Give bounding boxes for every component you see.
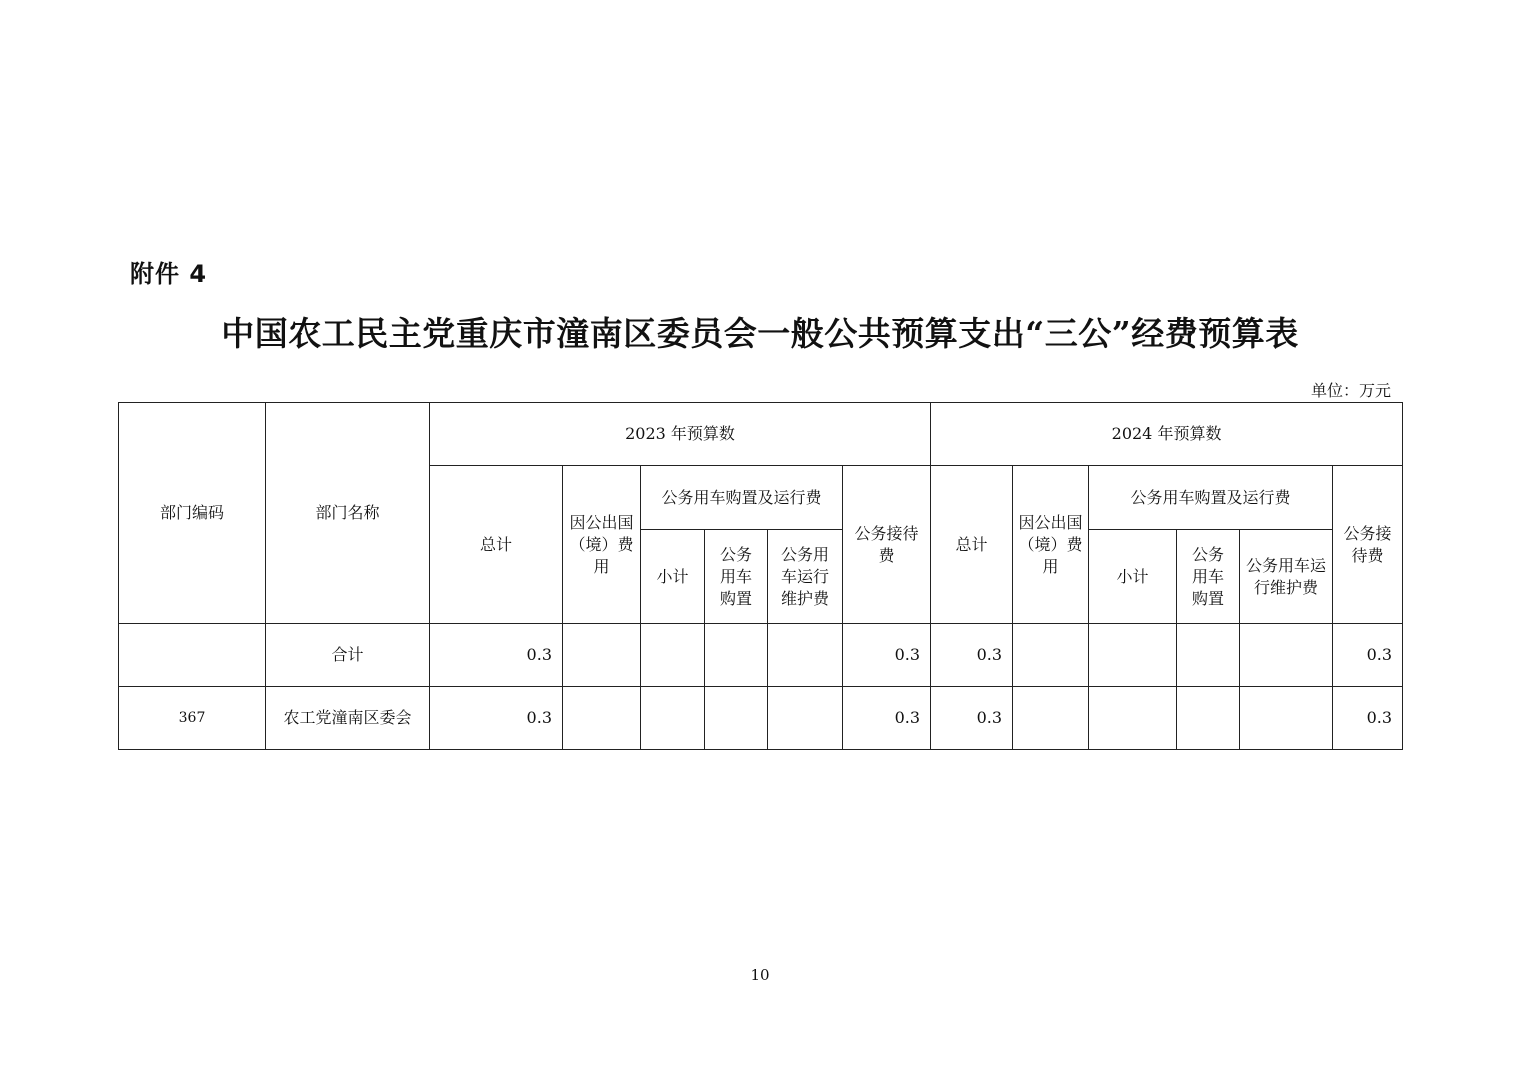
budget-table [118, 402, 1403, 750]
header-2024-vehicle-purchase: 公务用车购置 [1177, 530, 1240, 624]
unit-label: 单位：万元 [1310, 381, 1391, 400]
header-2023-vehicle-purchase: 公务用车购置 [705, 530, 768, 624]
cell-2023-purchase [705, 687, 768, 750]
cell-2023-total: 0.3 [430, 624, 563, 687]
header-2023-total: 总计 [430, 466, 563, 624]
header-2023-subtotal: 小计 [641, 530, 705, 624]
header-dept-code: 部门编码 [119, 403, 266, 624]
cell-2023-purchase [705, 624, 768, 687]
cell-dept-code: 367 [119, 687, 266, 750]
cell-2024-abroad [1013, 687, 1089, 750]
cell-2023-maintenance [768, 624, 843, 687]
document-title: 中国农工民主党重庆市潼南区委员会一般公共预算支出“三公”经费预算表 [221, 314, 1299, 353]
header-row-years [119, 403, 1403, 466]
table-row-total [119, 624, 1403, 687]
header-2024-vehicle-group: 公务用车购置及运行费 [1089, 466, 1333, 530]
header-2023-abroad: 因公出国（境）费用 [563, 466, 641, 624]
cell-2024-maintenance [1240, 687, 1333, 750]
table-row-department [119, 687, 1403, 750]
cell-2024-subtotal [1089, 624, 1177, 687]
cell-dept-name: 合计 [266, 624, 430, 687]
header-2024-subtotal: 小计 [1089, 530, 1177, 624]
cell-2023-abroad [563, 624, 641, 687]
cell-2023-subtotal [641, 624, 705, 687]
header-2024-vehicle-maintenance: 公务用车运行维护费 [1240, 530, 1333, 624]
cell-2024-total: 0.3 [931, 624, 1013, 687]
cell-2024-subtotal [1089, 687, 1177, 750]
cell-2024-purchase [1177, 624, 1240, 687]
cell-2023-reception: 0.3 [843, 687, 931, 750]
cell-2024-reception: 0.3 [1333, 624, 1403, 687]
page-number: 10 [750, 966, 770, 984]
header-2023-reception: 公务接待费 [843, 466, 931, 624]
cell-2024-maintenance [1240, 624, 1333, 687]
cell-2024-abroad [1013, 624, 1089, 687]
header-2024-abroad: 因公出国（境）费用 [1013, 466, 1089, 624]
header-dept-name: 部门名称 [266, 403, 430, 624]
cell-2023-abroad [563, 687, 641, 750]
header-2023-vehicle-group: 公务用车购置及运行费 [641, 466, 843, 530]
header-year-2023: 2023 年预算数 [430, 403, 931, 466]
cell-2023-reception: 0.3 [843, 624, 931, 687]
cell-dept-name: 农工党潼南区委会 [266, 687, 430, 750]
attachment-label: 附件 4 [130, 260, 208, 288]
header-2024-reception: 公务接待费 [1333, 466, 1403, 624]
cell-2023-total: 0.3 [430, 687, 563, 750]
cell-2023-maintenance [768, 687, 843, 750]
cell-2024-total: 0.3 [931, 687, 1013, 750]
header-year-2024: 2024 年预算数 [931, 403, 1403, 466]
cell-2024-reception: 0.3 [1333, 687, 1403, 750]
header-2023-vehicle-maintenance: 公务用车运行维护费 [768, 530, 843, 624]
cell-2023-subtotal [641, 687, 705, 750]
cell-2024-purchase [1177, 687, 1240, 750]
cell-dept-code [119, 624, 266, 687]
header-2024-total: 总计 [931, 466, 1013, 624]
